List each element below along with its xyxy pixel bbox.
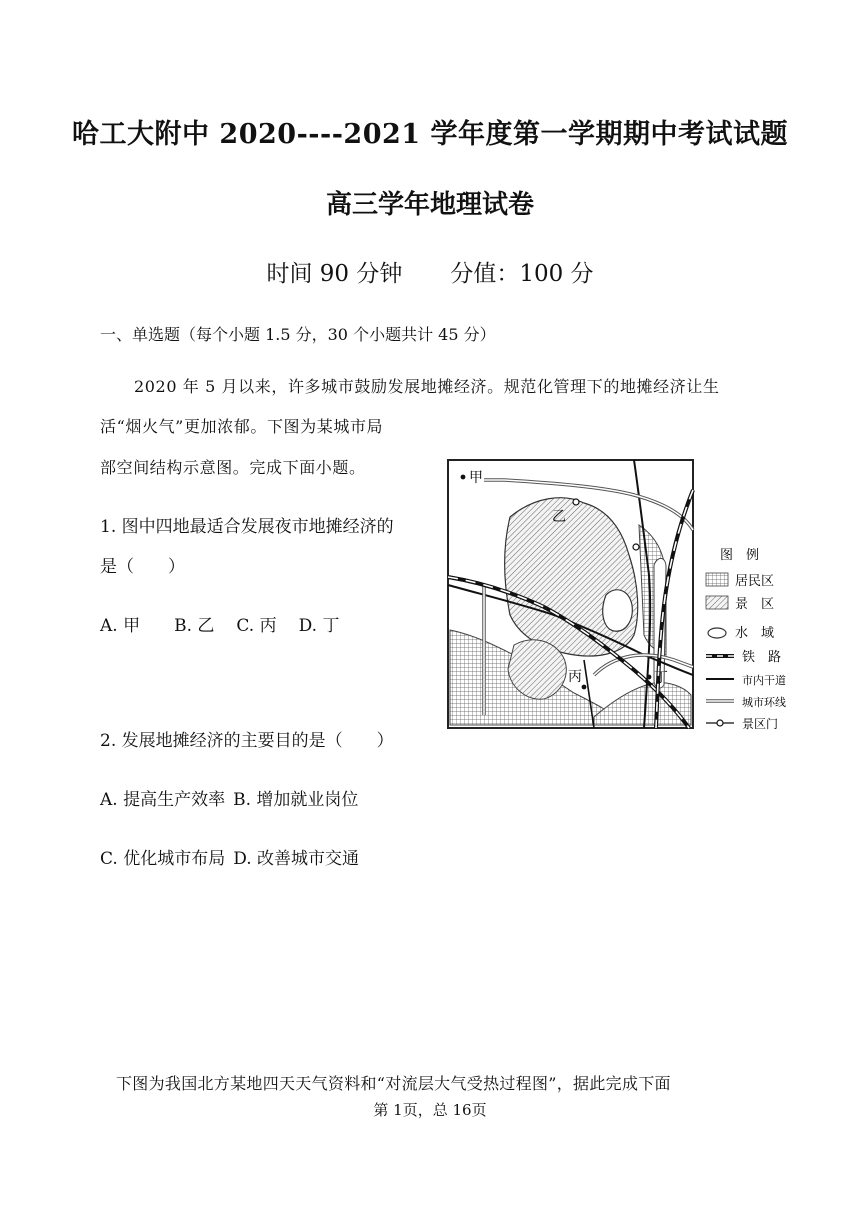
legend-scenic: 景 区 bbox=[735, 597, 775, 612]
place-ding-label: 丁 bbox=[654, 670, 668, 686]
passage-line-1: 2020 年 5 月以来，许多城市鼓励发展地摊经济。规范化管理下的地摊经济让生 bbox=[134, 377, 720, 396]
exam-info bbox=[0, 255, 860, 288]
legend-main-road: 市内干道 bbox=[742, 674, 786, 687]
map-legend bbox=[706, 548, 786, 731]
exam-subtitle: 高三学年地理试卷 bbox=[325, 190, 534, 220]
legend-scenic-swatch bbox=[706, 596, 728, 609]
page-number: 第 1页，总 16页 bbox=[373, 1101, 487, 1119]
legend-water: 水 域 bbox=[735, 626, 775, 641]
place-jia-label: 甲 bbox=[469, 470, 483, 486]
legend-residential-swatch bbox=[706, 573, 728, 586]
legend-residential: 居民区 bbox=[735, 574, 775, 589]
next-question-intro: 下图为我国北方某地四天天气资料和“对流层大气受热过程图”，据此完成下面 bbox=[116, 1074, 671, 1093]
exam-time: 时间 90 分钟 bbox=[266, 261, 403, 287]
q1-stem-line-1: 1. 图中四地最适合发展夜市地摊经济的 bbox=[100, 517, 394, 537]
q1-option-c[interactable]: C. 丙 bbox=[236, 616, 277, 636]
city-map-figure bbox=[444, 455, 800, 737]
section-heading: 一、单选题（每个小题 1.5 分，30 个小题共计 45 分） bbox=[100, 325, 496, 344]
q1-stem-line-2: 是（ ） bbox=[100, 557, 185, 577]
q1-option-b[interactable]: B. 乙 bbox=[174, 616, 215, 636]
place-jia-dot bbox=[461, 475, 466, 480]
scenic-gate-icon bbox=[573, 499, 579, 505]
q2-options-row-2 bbox=[100, 844, 359, 869]
q2-option-b[interactable]: B. 增加就业岗位 bbox=[233, 790, 359, 810]
q2-stem: 2. 发展地摊经济的主要目的是（ ） bbox=[100, 731, 394, 751]
legend-ring-road: 城市环线 bbox=[742, 696, 786, 709]
place-ding-dot bbox=[647, 675, 652, 680]
q2-option-d[interactable]: D. 改善城市交通 bbox=[233, 849, 360, 869]
legend-scenic-gate: 景区门 bbox=[742, 717, 779, 731]
water-body bbox=[603, 590, 633, 631]
exam-title: 哈工大附中 2020----2021 学年度第一学期期中考试试题 bbox=[72, 119, 788, 150]
place-bing-label: 丙 bbox=[568, 669, 582, 685]
place-yi-label: 乙 bbox=[552, 509, 566, 525]
scenic-gate-icon bbox=[633, 544, 639, 550]
passage-line-2: 活“烟火气”更加浓郁。下图为某城市局 bbox=[100, 417, 384, 436]
exam-score: 分值：100 分 bbox=[450, 261, 594, 287]
place-bing-dot bbox=[582, 685, 587, 690]
legend-railway: 铁 路 bbox=[742, 650, 782, 665]
q2-option-c[interactable]: C. 优化城市布局 bbox=[100, 849, 226, 869]
q1-option-a[interactable]: A. 甲 bbox=[100, 616, 141, 636]
passage-line-3: 部空间结构示意图。完成下面小题。 bbox=[100, 458, 366, 477]
q1-option-d[interactable]: D. 丁 bbox=[298, 616, 340, 636]
q2-options-row-1 bbox=[100, 785, 358, 810]
legend-water-swatch bbox=[708, 628, 726, 638]
legend-title: 图 例 bbox=[720, 548, 760, 563]
q2-option-a[interactable]: A. 提高生产效率 bbox=[100, 790, 226, 810]
q1-options bbox=[100, 611, 339, 636]
